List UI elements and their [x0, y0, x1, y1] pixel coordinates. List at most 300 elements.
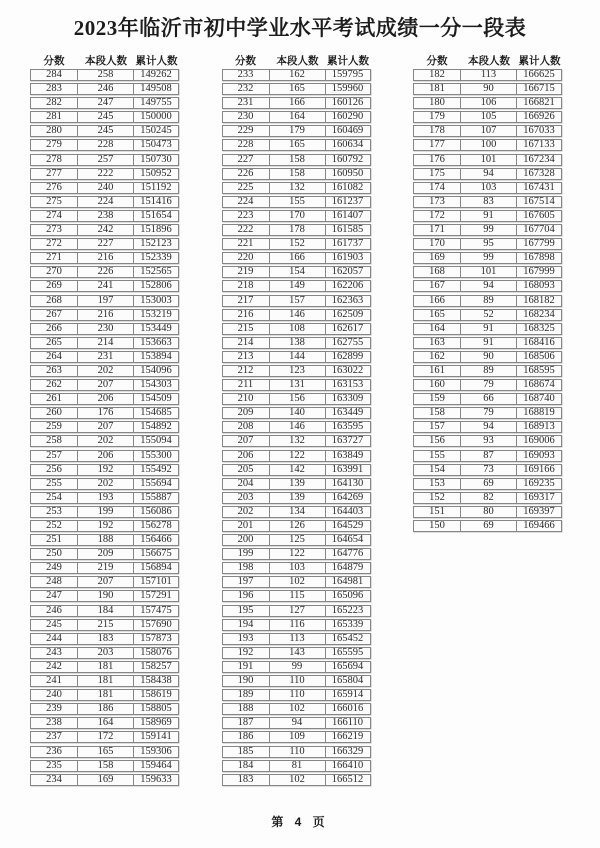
score-cell: 231	[223, 98, 270, 108]
cumulative-count-cell: 167605	[523, 209, 555, 221]
score-cell: 162	[414, 352, 461, 362]
score-cell: 170	[414, 239, 461, 249]
score-cell: 221	[223, 239, 270, 249]
score-cell: 269	[31, 281, 78, 291]
segment-count-cell: 94	[270, 718, 326, 728]
cumulative-count-cell: 165694	[331, 660, 364, 672]
column-header-count-in-segment: 本段人数	[468, 55, 510, 67]
score-cell: 165	[414, 310, 461, 320]
cumulative-count-cell: 159306	[140, 745, 172, 757]
cumulative-count-cell: 167431	[523, 181, 555, 193]
cumulative-count-cell: 154509	[140, 393, 172, 405]
score-cell: 195	[223, 606, 270, 616]
table-row	[413, 252, 562, 264]
table-row	[222, 97, 371, 109]
score-cell: 280	[31, 126, 78, 136]
cumulative-count-cell: 166219	[331, 731, 364, 743]
cumulative-count-cell: 163727	[331, 435, 364, 447]
segment-count-cell: 192	[78, 465, 134, 475]
segment-count-cell: 231	[78, 352, 134, 362]
score-cell: 156	[414, 436, 461, 446]
cumulative-count-cell: 163449	[331, 407, 364, 419]
segment-count-cell: 99	[461, 253, 517, 263]
table-row	[222, 562, 371, 574]
column-header-score: 分数	[43, 55, 65, 67]
cumulative-count-cell: 150730	[140, 153, 172, 165]
table-row	[30, 154, 179, 166]
score-cell: 209	[223, 408, 270, 418]
table-row	[413, 280, 562, 292]
cumulative-count-cell: 155300	[140, 449, 172, 461]
segment-count-cell: 156	[270, 394, 326, 404]
cumulative-count-cell: 164879	[331, 562, 364, 574]
cumulative-count-cell: 149755	[140, 97, 172, 109]
cumulative-count-cell: 167514	[523, 195, 555, 207]
segment-count-cell: 82	[461, 493, 517, 503]
segment-count-cell: 122	[270, 451, 326, 461]
cumulative-count-cell: 169397	[523, 505, 555, 517]
table-row	[222, 675, 371, 687]
table-row	[222, 774, 371, 786]
cumulative-count-cell: 158969	[140, 717, 172, 729]
column-header-cumulative-count: 累计人数	[518, 55, 561, 67]
table-row	[222, 182, 371, 194]
segment-count-cell: 257	[78, 155, 134, 165]
cumulative-count-cell: 154685	[140, 407, 172, 419]
cumulative-count-cell: 163153	[331, 379, 364, 391]
table-row	[222, 280, 371, 292]
score-cell: 184	[223, 761, 270, 771]
segment-count-cell: 94	[461, 422, 517, 432]
segment-count-cell: 222	[78, 169, 134, 179]
cumulative-count-cell: 161407	[331, 209, 364, 221]
table-row	[413, 266, 562, 278]
cumulative-count-cell: 152339	[140, 252, 172, 264]
table-row	[222, 534, 371, 546]
score-cell: 267	[31, 310, 78, 320]
table-row	[30, 548, 179, 560]
table-row	[30, 280, 179, 292]
segment-count-cell: 192	[78, 521, 134, 531]
table-row	[222, 576, 371, 588]
segment-count-cell: 123	[270, 366, 326, 376]
segment-count-cell: 138	[270, 338, 326, 348]
cumulative-count-cell: 151192	[140, 181, 172, 193]
score-table-right	[413, 55, 562, 534]
score-cell: 223	[223, 211, 270, 221]
cumulative-count-cell: 165339	[331, 618, 364, 630]
score-cell: 157	[414, 422, 461, 432]
score-cell: 158	[414, 408, 461, 418]
score-cell: 275	[31, 197, 78, 207]
table-row	[413, 224, 562, 236]
table-row	[30, 210, 179, 222]
segment-count-cell: 80	[461, 507, 517, 517]
segment-count-cell: 165	[270, 84, 326, 94]
table-row	[30, 69, 179, 81]
segment-count-cell: 165	[270, 140, 326, 150]
segment-count-cell: 79	[461, 380, 517, 390]
cumulative-count-cell: 165914	[331, 689, 364, 701]
score-cell: 227	[223, 155, 270, 165]
segment-count-cell: 73	[461, 465, 517, 475]
cumulative-count-cell: 157101	[140, 576, 172, 588]
table-row	[30, 774, 179, 786]
score-cell: 220	[223, 253, 270, 263]
cumulative-count-cell: 156894	[140, 562, 172, 574]
cumulative-count-cell: 154096	[140, 364, 172, 376]
table-row	[30, 661, 179, 673]
segment-count-cell: 91	[461, 338, 517, 348]
segment-count-cell: 115	[270, 591, 326, 601]
cumulative-count-cell: 168674	[523, 379, 555, 391]
score-cell: 226	[223, 169, 270, 179]
segment-count-cell: 240	[78, 183, 134, 193]
cumulative-count-cell: 152123	[140, 238, 172, 250]
table-row	[222, 661, 371, 673]
table-row	[30, 520, 179, 532]
segment-count-cell: 110	[270, 690, 326, 700]
segment-count-cell: 181	[78, 662, 134, 672]
cumulative-count-cell: 149262	[140, 69, 172, 80]
table-row	[222, 323, 371, 335]
cumulative-count-cell: 157291	[140, 590, 172, 602]
cumulative-count-cell: 168093	[523, 280, 555, 292]
segment-count-cell: 181	[78, 676, 134, 686]
cumulative-count-cell: 161082	[331, 181, 364, 193]
cumulative-count-cell: 164269	[331, 491, 364, 503]
table-row	[413, 295, 562, 307]
cumulative-count-cell: 162057	[331, 266, 364, 278]
score-cell: 207	[223, 436, 270, 446]
cumulative-count-cell: 155492	[140, 463, 172, 475]
score-cell: 153	[414, 479, 461, 489]
segment-count-cell: 176	[78, 408, 134, 418]
cumulative-count-cell: 167704	[523, 224, 555, 236]
cumulative-count-cell: 165096	[331, 590, 364, 602]
segment-count-cell: 116	[270, 620, 326, 630]
cumulative-count-cell: 165804	[331, 675, 364, 687]
segment-count-cell: 207	[78, 380, 134, 390]
segment-count-cell: 146	[270, 310, 326, 320]
column-header-count-in-segment: 本段人数	[276, 55, 319, 67]
cumulative-count-cell: 161737	[331, 238, 364, 250]
cumulative-count-cell: 159141	[140, 731, 172, 743]
score-cell: 154	[414, 465, 461, 475]
cumulative-count-cell: 169317	[523, 491, 555, 503]
cumulative-count-cell: 165595	[331, 646, 364, 658]
table-row	[30, 323, 179, 335]
score-cell: 208	[223, 422, 270, 432]
score-cell: 185	[223, 747, 270, 757]
table-row	[222, 506, 371, 518]
score-cell: 187	[223, 718, 270, 728]
score-cell: 264	[31, 352, 78, 362]
cumulative-count-cell: 149508	[140, 83, 172, 95]
segment-count-cell: 69	[461, 479, 517, 489]
table-row	[222, 196, 371, 208]
cumulative-count-cell: 161585	[331, 224, 364, 236]
segment-count-cell: 109	[270, 732, 326, 742]
cumulative-count-cell: 154892	[140, 421, 172, 433]
table-row	[222, 717, 371, 729]
segment-count-cell: 69	[461, 521, 517, 531]
cumulative-count-cell: 160950	[331, 167, 364, 179]
score-cell: 229	[223, 126, 270, 136]
table-row	[30, 168, 179, 180]
table-row	[413, 196, 562, 208]
cumulative-count-cell: 155694	[140, 477, 172, 489]
table-row	[222, 111, 371, 123]
cumulative-count-cell: 150000	[140, 111, 172, 123]
score-cell: 266	[31, 324, 78, 334]
segment-count-cell: 103	[461, 183, 517, 193]
table-row	[222, 365, 371, 377]
score-cell: 204	[223, 479, 270, 489]
segment-count-cell: 207	[78, 422, 134, 432]
segment-count-cell: 241	[78, 281, 134, 291]
segment-count-cell: 52	[461, 310, 517, 320]
segment-count-cell: 102	[270, 704, 326, 714]
table-row	[30, 746, 179, 758]
score-cell: 212	[223, 366, 270, 376]
score-cell: 216	[223, 310, 270, 320]
cumulative-count-cell: 159795	[331, 69, 364, 80]
segment-count-cell: 83	[461, 197, 517, 207]
table-row	[30, 421, 179, 433]
segment-count-cell: 209	[78, 549, 134, 559]
table-row	[222, 266, 371, 278]
cumulative-count-cell: 161903	[331, 252, 364, 264]
column-header-cumulative-count: 累计人数	[135, 55, 178, 67]
table-row	[30, 266, 179, 278]
score-cell: 250	[31, 549, 78, 559]
score-cell: 230	[223, 112, 270, 122]
table-row	[222, 450, 371, 462]
segment-count-cell: 166	[270, 98, 326, 108]
cumulative-count-cell: 151654	[140, 209, 172, 221]
table-row	[222, 548, 371, 560]
cumulative-count-cell: 153219	[140, 308, 172, 320]
table-row	[222, 83, 371, 95]
score-cell: 283	[31, 84, 78, 94]
segment-count-cell: 143	[270, 648, 326, 658]
cumulative-count-cell: 160290	[331, 111, 364, 123]
score-cell: 176	[414, 155, 461, 165]
table-row	[222, 295, 371, 307]
cumulative-count-cell: 164130	[331, 477, 364, 489]
score-cell: 186	[223, 732, 270, 742]
table-row	[413, 520, 562, 532]
score-cell: 233	[223, 70, 270, 80]
cumulative-count-cell: 166016	[331, 703, 364, 715]
segment-count-cell: 186	[78, 704, 134, 714]
segment-count-cell: 90	[461, 352, 517, 362]
cumulative-count-cell: 160792	[331, 153, 364, 165]
segment-count-cell: 95	[461, 239, 517, 249]
table-row	[30, 97, 179, 109]
cumulative-count-cell: 167898	[523, 252, 555, 264]
score-cell: 254	[31, 493, 78, 503]
table-row	[30, 252, 179, 264]
segment-count-cell: 102	[270, 577, 326, 587]
score-cell: 183	[223, 775, 270, 785]
score-cell: 169	[414, 253, 461, 263]
cumulative-count-cell: 164403	[331, 505, 364, 517]
score-cell: 201	[223, 521, 270, 531]
cumulative-count-cell: 168182	[523, 294, 555, 306]
score-cell: 194	[223, 620, 270, 630]
table-row	[222, 731, 371, 743]
table-row	[413, 478, 562, 490]
table-header-row	[413, 55, 562, 67]
segment-count-cell: 127	[270, 606, 326, 616]
table-row	[413, 238, 562, 250]
segment-count-cell: 91	[461, 211, 517, 221]
cumulative-count-cell: 166715	[523, 83, 555, 95]
score-cell: 173	[414, 197, 461, 207]
column-header-score: 分数	[426, 55, 448, 67]
score-cell: 276	[31, 183, 78, 193]
score-cell: 281	[31, 112, 78, 122]
table-row	[222, 224, 371, 236]
table-row	[30, 238, 179, 250]
cumulative-count-cell: 161237	[331, 195, 364, 207]
table-row	[413, 210, 562, 222]
segment-count-cell: 113	[461, 70, 517, 80]
score-cell: 234	[31, 775, 78, 785]
table-row	[222, 478, 371, 490]
score-cell: 155	[414, 451, 461, 461]
segment-count-cell: 158	[78, 761, 134, 771]
segment-count-cell: 219	[78, 563, 134, 573]
table-row	[222, 520, 371, 532]
score-cell: 160	[414, 380, 461, 390]
segment-count-cell: 188	[78, 535, 134, 545]
cumulative-count-cell: 169093	[523, 449, 555, 461]
segment-count-cell: 226	[78, 267, 134, 277]
score-cell: 182	[414, 70, 461, 80]
table-row	[30, 605, 179, 617]
table-row	[413, 154, 562, 166]
score-cell: 211	[223, 380, 270, 390]
cumulative-count-cell: 153894	[140, 350, 172, 362]
table-row	[222, 619, 371, 631]
table-row	[30, 492, 179, 504]
segment-count-cell: 126	[270, 521, 326, 531]
table-row	[30, 647, 179, 659]
score-cell: 263	[31, 366, 78, 376]
segment-count-cell: 89	[461, 296, 517, 306]
score-cell: 258	[31, 436, 78, 446]
segment-count-cell: 164	[78, 718, 134, 728]
score-cell: 247	[31, 591, 78, 601]
table-row	[413, 464, 562, 476]
table-row	[222, 421, 371, 433]
segment-count-cell: 144	[270, 352, 326, 362]
score-cell: 251	[31, 535, 78, 545]
segment-count-cell: 224	[78, 197, 134, 207]
segment-count-cell: 184	[78, 606, 134, 616]
table-row	[30, 633, 179, 645]
score-cell: 237	[31, 732, 78, 742]
score-cell: 284	[31, 70, 78, 80]
score-cell: 196	[223, 591, 270, 601]
cumulative-count-cell: 166410	[331, 759, 364, 771]
table-row	[30, 196, 179, 208]
score-cell: 270	[31, 267, 78, 277]
segment-count-cell: 242	[78, 225, 134, 235]
segment-count-cell: 203	[78, 648, 134, 658]
segment-count-cell: 183	[78, 634, 134, 644]
table-row	[413, 69, 562, 81]
segment-count-cell: 169	[78, 775, 134, 785]
score-cell: 206	[223, 451, 270, 461]
table-row	[222, 154, 371, 166]
page-title: 2023年临沂市初中学业水平考试成绩一分一段表	[73, 16, 527, 40]
table-row	[413, 125, 562, 137]
segment-count-cell: 164	[270, 112, 326, 122]
score-cell: 214	[223, 338, 270, 348]
cumulative-count-cell: 166110	[331, 717, 364, 729]
cumulative-count-cell: 164776	[331, 548, 364, 560]
cumulative-count-cell: 168819	[523, 407, 555, 419]
score-cell: 213	[223, 352, 270, 362]
score-cell: 271	[31, 253, 78, 263]
cumulative-count-cell: 157475	[140, 604, 172, 616]
score-cell: 262	[31, 380, 78, 390]
score-cell: 190	[223, 676, 270, 686]
segment-count-cell: 207	[78, 577, 134, 587]
segment-count-cell: 166	[270, 253, 326, 263]
score-table-left	[30, 55, 179, 788]
cumulative-count-cell: 168595	[523, 364, 555, 376]
segment-count-cell: 197	[78, 296, 134, 306]
table-row	[30, 450, 179, 462]
segment-count-cell: 158	[270, 169, 326, 179]
table-row	[222, 435, 371, 447]
cumulative-count-cell: 152565	[140, 266, 172, 278]
table-row	[30, 717, 179, 729]
cumulative-count-cell: 169466	[523, 520, 555, 531]
column-header-cumulative-count: 累计人数	[327, 55, 369, 67]
segment-count-cell: 245	[78, 112, 134, 122]
score-cell: 175	[414, 169, 461, 179]
table-row	[30, 139, 179, 151]
segment-count-cell: 193	[78, 493, 134, 503]
segment-count-cell: 110	[270, 676, 326, 686]
segment-count-cell: 108	[270, 324, 326, 334]
score-cell: 245	[31, 620, 78, 630]
table-row	[30, 351, 179, 363]
segment-count-cell: 91	[461, 324, 517, 334]
segment-count-cell: 172	[78, 732, 134, 742]
segment-count-cell: 206	[78, 394, 134, 404]
segment-count-cell: 157	[270, 296, 326, 306]
score-cell: 259	[31, 422, 78, 432]
table-row	[413, 97, 562, 109]
segment-count-cell: 202	[78, 436, 134, 446]
cumulative-count-cell: 153003	[140, 294, 172, 306]
cumulative-count-cell: 156086	[140, 505, 172, 517]
table-row	[222, 139, 371, 151]
table-row	[222, 309, 371, 321]
segment-count-cell: 139	[270, 493, 326, 503]
cumulative-count-cell: 167328	[523, 167, 555, 179]
segment-count-cell: 146	[270, 422, 326, 432]
table-row	[222, 605, 371, 617]
cumulative-count-cell: 169166	[523, 463, 555, 475]
